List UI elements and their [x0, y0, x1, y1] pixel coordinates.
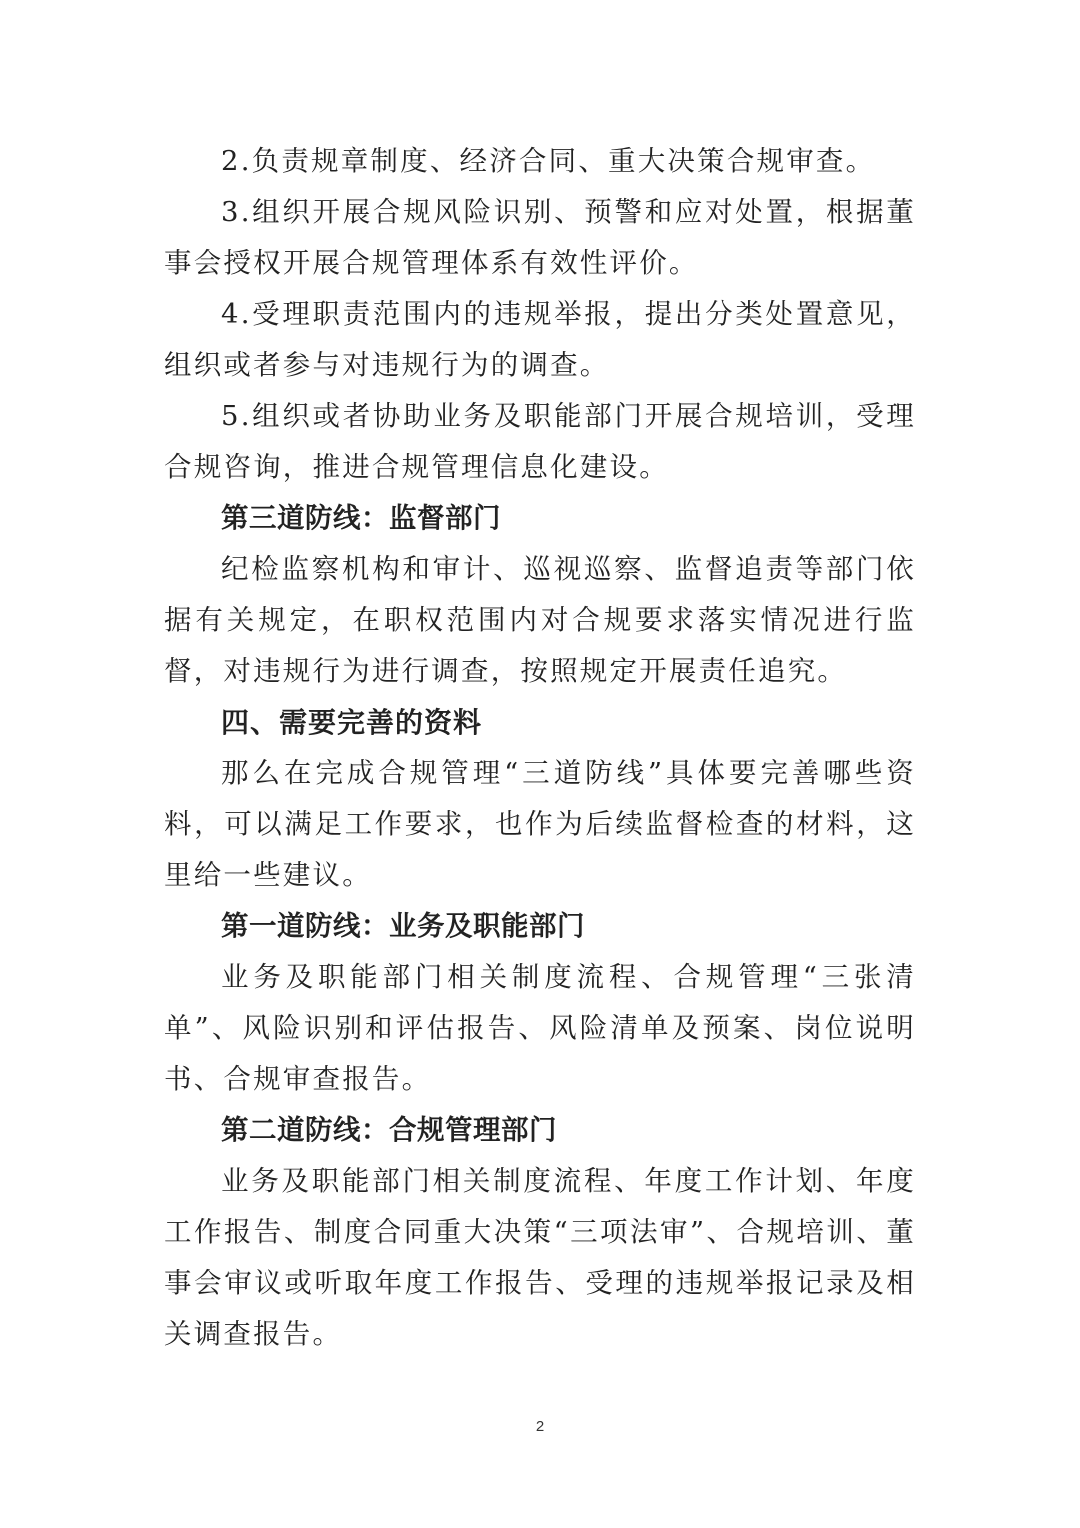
subheading-third-line: 第三道防线：监督部门 — [221, 502, 501, 534]
document-body — [164, 136, 916, 1360]
section-heading-four: 四、需要完善的资料 — [221, 706, 483, 739]
paragraph-item-4: 4.受理职责范围内的违规举报，提出分类处置意见，组织或者参与对违规行为的调查。 — [164, 298, 916, 381]
paragraph-second-line-materials: 业务及职能部门相关制度流程、年度工作计划、年度工作报告、制度合同重大决策“三项法审”、合规培训、董事会审议或听取年度工作报告、受理的违规举报记录及相关调查报告。 — [164, 1165, 916, 1350]
page-number: 2 — [535, 1418, 545, 1435]
paragraph-intro: 那么在完成合规管理“三道防线”具体要完善哪些资料，可以满足工作要求，也作为后续监督检查的材料，这里给一些建议。 — [164, 757, 916, 891]
paragraph-supervision: 纪检监察机构和审计、巡视巡察、监督追责等部门依据有关规定，在职权范围内对合规要求落实情况进行监督，对违规行为进行调查，按照规定开展责任追究。 — [164, 553, 916, 687]
subheading-first-line: 第一道防线：业务及职能部门 — [221, 910, 585, 942]
paragraph-item-5: 5.组织或者协助业务及职能部门开展合规培训，受理合规咨询，推进合规管理信息化建设。 — [164, 400, 916, 483]
paragraph-first-line-materials: 业务及职能部门相关制度流程、合规管理“三张清单”、风险识别和评估报告、风险清单及预案、岗位说明书、合规审查报告。 — [164, 961, 916, 1095]
subheading-second-line: 第二道防线：合规管理部门 — [221, 1114, 557, 1146]
paragraph-item-2: 2.负责规章制度、经济合同、重大决策合规审查。 — [221, 145, 876, 177]
paragraph-item-3: 3.组织开展合规风险识别、预警和应对处置，根据董事会授权开展合规管理体系有效性评价。 — [164, 196, 916, 279]
